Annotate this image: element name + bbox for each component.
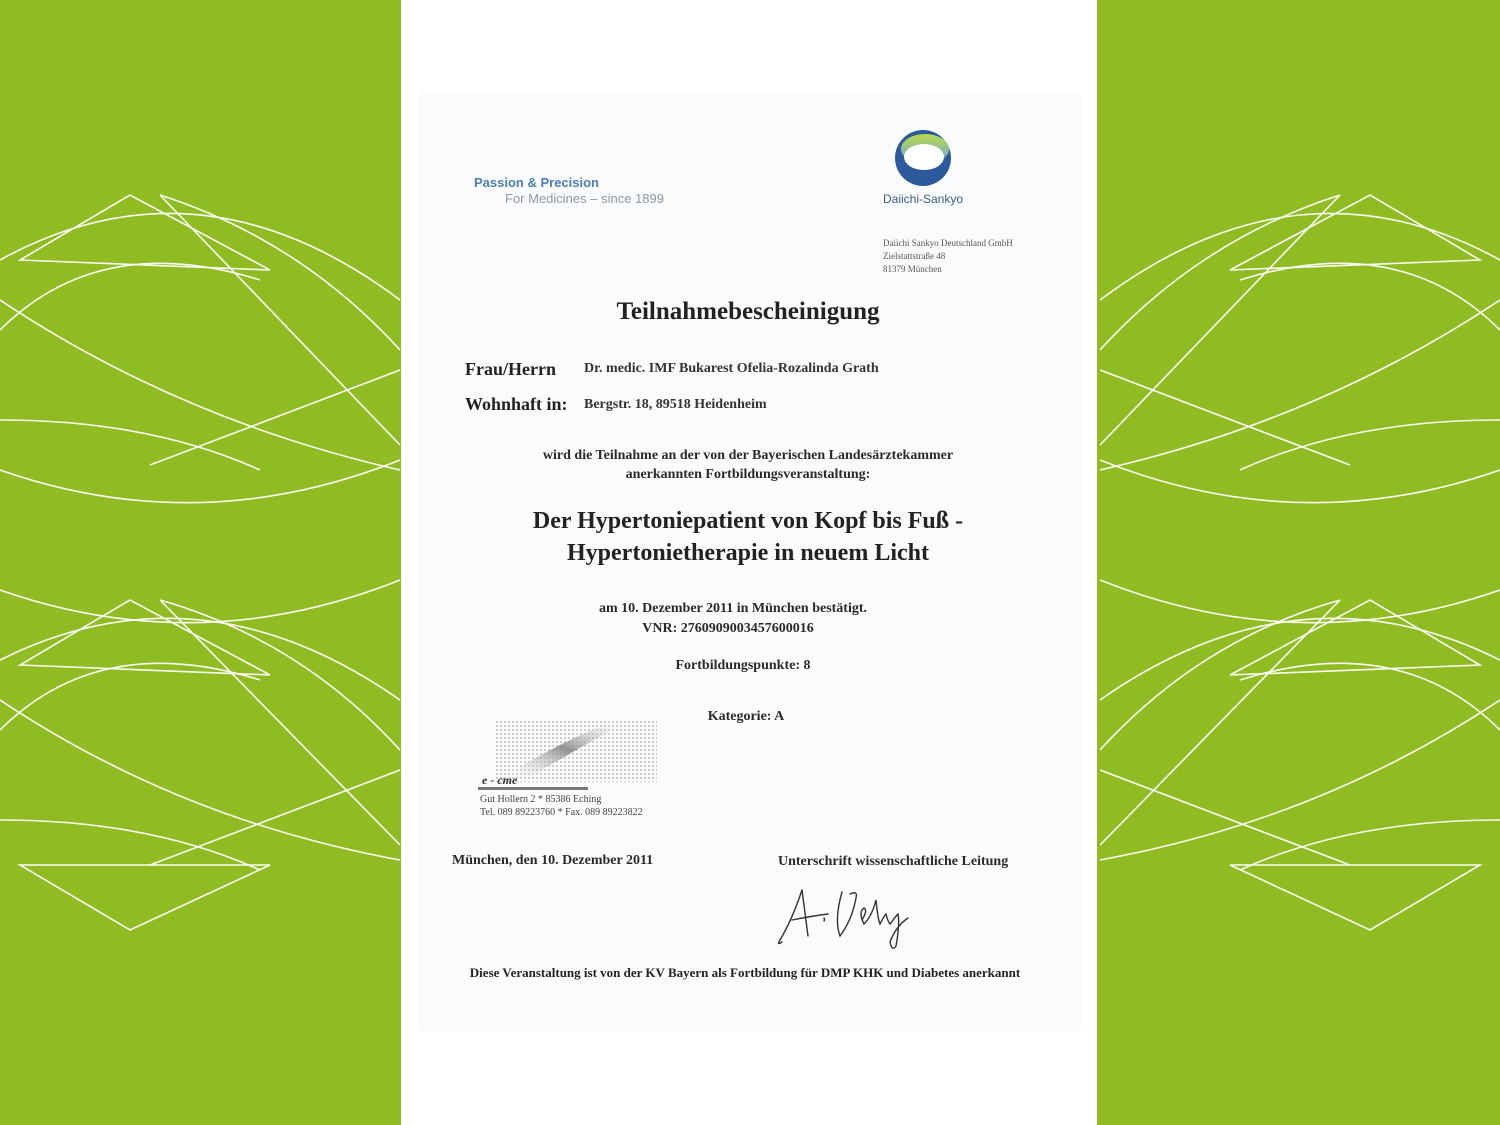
points-line: Fortbildungspunkte: 8 [675, 658, 811, 673]
footer-note: Diese Veranstaltung ist von der KV Bayern als Fortbildung für DMP KHK und Diabetes anerkannt [469, 965, 1021, 980]
intro-line-2: anerkannten Fortbildungsveranstaltung: [625, 467, 871, 482]
address-line-3: 81379 München [883, 264, 942, 274]
ecme-address-line-1: Gut Hollern 2 * 85386 Eching [480, 794, 602, 805]
stamp-divider [478, 787, 588, 790]
residence-label: Wohnhaft in: [465, 394, 568, 414]
vnr-line: VNR: 2760909003457600016 [642, 621, 814, 636]
certificate-document [420, 95, 1080, 1030]
residence-value: Bergstr. 18, 89518 Heidenheim [584, 397, 767, 412]
line-pattern-right [1097, 0, 1500, 1125]
left-decorative-panel [0, 0, 401, 1125]
ecme-address-line-2: Tel. 089 89223760 * Fax. 089 89223822 [480, 807, 643, 818]
slogan-line-1: Passion & Precision [474, 175, 599, 190]
date-line: am 10. Dezember 2011 in München bestätigt. [598, 601, 868, 616]
right-decorative-panel [1097, 0, 1500, 1125]
signature-label: Unterschrift wissenschaftliche Leitung [778, 854, 1009, 869]
intro-line-1: wird die Teilnahme an der von der Bayerischen Landesärztekammer [542, 448, 954, 463]
event-title-line-1: Der Hypertoniepatient von Kopf bis Fuß - [532, 508, 964, 534]
ecme-stamp-graphic [495, 720, 657, 782]
logo-name: Daiichi-Sankyo [883, 192, 964, 206]
address-line-1: Daiichi Sankyo Deutschland GmbH [883, 238, 1013, 248]
daiichi-sankyo-logo-icon [890, 127, 956, 189]
place-date: München, den 10. Dezember 2011 [452, 853, 654, 868]
name-value: Dr. medic. IMF Bukarest Ofelia-Rozalinda Grath [584, 361, 879, 376]
category-line: Kategorie: A [707, 709, 785, 724]
event-title-line-2: Hypertonietherapie in neuem Licht [567, 540, 929, 566]
name-label: Frau/Herrn [465, 359, 556, 379]
handwritten-signature [772, 880, 932, 960]
line-pattern-left [0, 0, 401, 1125]
address-line-2: Zielstattstraße 48 [883, 251, 946, 261]
ecme-name: e - cme [482, 773, 518, 787]
certificate-title: Teilnahmebescheinigung [616, 298, 880, 325]
slogan-line-2: For Medicines – since 1899 [505, 191, 664, 206]
